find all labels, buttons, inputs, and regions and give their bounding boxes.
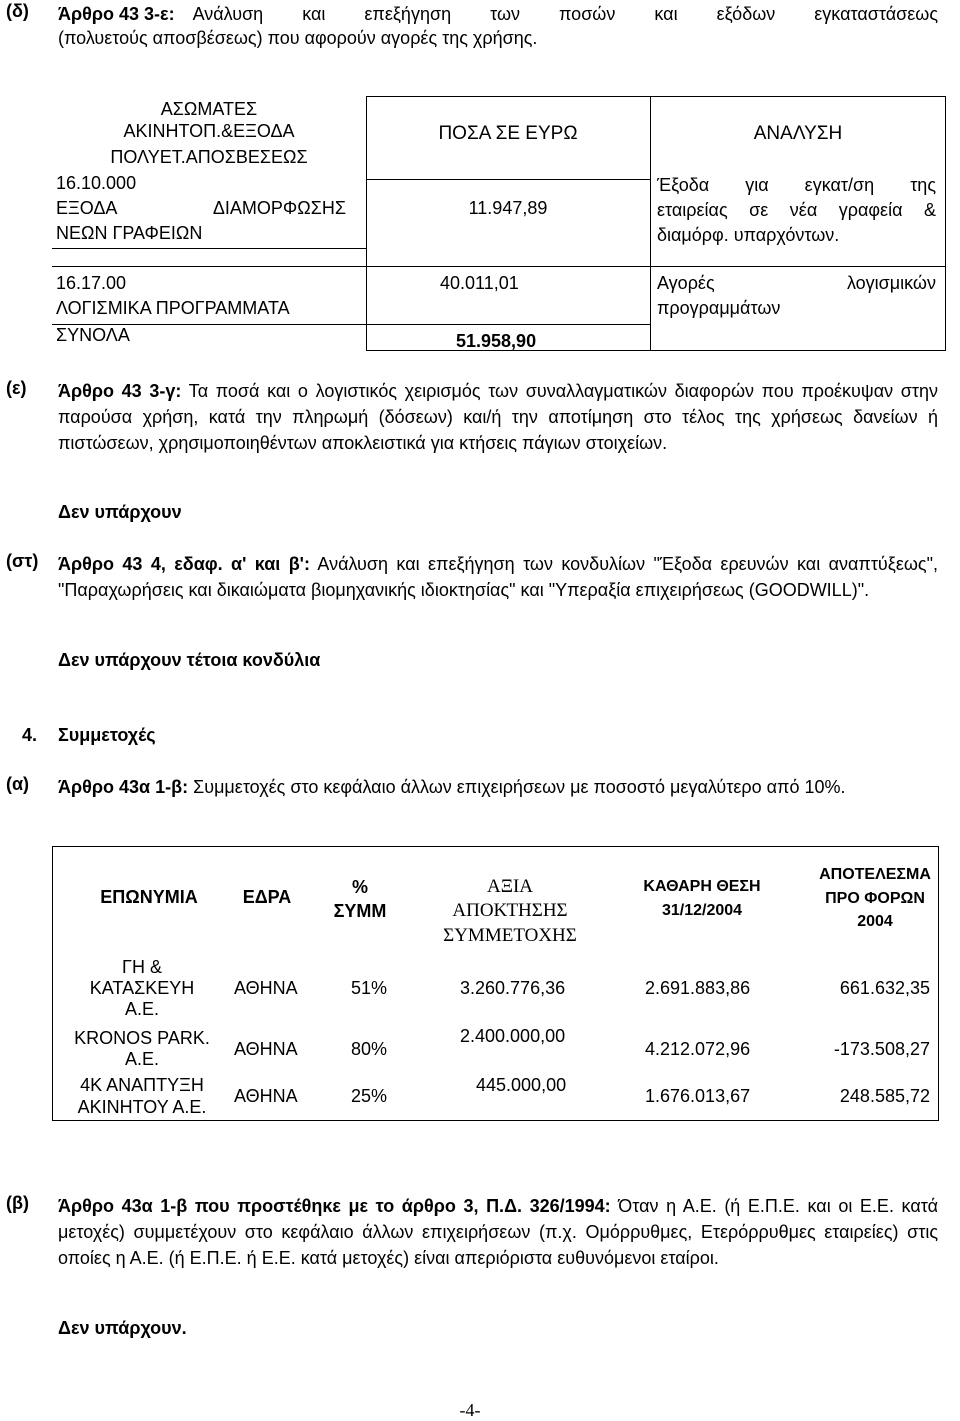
table-border bbox=[945, 96, 946, 350]
section-d-label: (δ) bbox=[6, 1, 29, 21]
amount-header: ΠΟΣΑ ΣΕ ΕΥΡΩ bbox=[438, 123, 578, 144]
account-name: ΝΕΩΝ ΓΡΑΦΕΙΩΝ bbox=[56, 223, 203, 243]
assets-header-line: ΠΟΛΥΕΤ.ΑΠΟΣΒΕΣΕΩΣ bbox=[110, 147, 308, 167]
analysis-text bbox=[657, 272, 936, 294]
header-pct: ΣΥΜΜ bbox=[333, 901, 387, 921]
account-name: ΛΟΓΙΣΜΙΚΑ ΠΡΟΓΡΑΜΜΑΤΑ bbox=[56, 298, 290, 318]
table-border bbox=[650, 96, 651, 350]
company-net: 1.676.013,67 bbox=[645, 1086, 751, 1106]
company-seat: ΑΘΗΝΑ bbox=[234, 1039, 298, 1059]
section-st-title: Άρθρο 43 4, εδαφ. α' και β': bbox=[58, 554, 310, 574]
section-st-none: Δεν υπάρχουν τέτοια κονδύλια bbox=[58, 650, 321, 670]
amount-value: 11.947,89 bbox=[468, 198, 548, 218]
total-amount: 51.958,90 bbox=[456, 331, 537, 351]
company-name: Α.Ε. bbox=[124, 999, 159, 1019]
header-name: ΕΠΩΝΥΜΙΑ bbox=[100, 887, 198, 907]
account-name-part: ΕΞΟΔΑ bbox=[56, 198, 118, 218]
company-net: 2.691.883,86 bbox=[645, 978, 751, 998]
account-name-part: ΔΙΑΜΟΡΦΩΣΗΣ bbox=[212, 198, 346, 218]
analysis-text: εταιρείας σε νέα γραφεία & bbox=[657, 200, 936, 220]
section-b-paragraph bbox=[58, 1193, 938, 1271]
section-d-line2: (πολυετούς αποσβέσεως) που αφορούν αγορές της χρήσης. bbox=[58, 28, 538, 48]
section-b-text: Όταν η Α.Ε. (ή Ε.Π.Ε. και οι Ε.Ε. κατά μετοχές) συμμετέχουν στο κεφάλαιο άλλων επιχειρήσεων (π.χ. Ομόρρυθμες, Ετερόρρυθμες εταιρείες) στις οποίες η Α.Ε. (ή Ε.Π.Ε. ή Ε.Ε. κατά μετοχές) είναι απεριόριστα ευθυνόμενοι εταίροι. bbox=[58, 1196, 938, 1268]
header-result: 2004 bbox=[857, 913, 893, 930]
table-border bbox=[52, 846, 939, 847]
company-pct: 80% bbox=[351, 1039, 388, 1059]
section-b-title: Άρθρο 43α 1-β που προστέθηκε με το άρθρο 3, Π.Δ. 326/1994: bbox=[58, 1196, 611, 1216]
header-pct: % bbox=[351, 877, 368, 897]
section-e-text: Τα ποσά και ο λογιστικός χειρισμός των συναλλαγματικών διαφορών που προέκυψαν στην παρούσα χρήση, κατά την πληρωμή (δόσεων) και/ή την αποτίμηση στο τέλος της χρήσεως δανείων ή πιστώσεων, χρησιμοποιηθέντων αποκλειστικά για κτήσεις πάγιων στοιχείων. bbox=[58, 381, 938, 453]
analysis-text-part: Αγορές bbox=[657, 273, 715, 293]
account-code: 16.17.00 bbox=[56, 273, 127, 293]
section-st-paragraph bbox=[58, 551, 938, 603]
section-e-title: Άρθρο 43 3-γ: bbox=[58, 381, 182, 401]
section-e-label: (ε) bbox=[6, 378, 27, 398]
table-border bbox=[52, 846, 53, 1120]
header-seat: ΕΔΡΑ bbox=[242, 887, 292, 907]
section-a-paragraph bbox=[58, 774, 938, 800]
account-name bbox=[56, 197, 346, 219]
analysis-text: Έξοδα για εγκατ/ση της bbox=[657, 175, 936, 195]
company-pct: 51% bbox=[351, 978, 388, 998]
page-number: -4- bbox=[459, 1400, 481, 1420]
section-d-line1 bbox=[58, 1, 938, 27]
company-name: ΚΑΤΑΣΚΕΥΗ bbox=[89, 978, 195, 998]
section-d-text: Ανάλυση και επεξήγηση των ποσών και εξόδων εγκαταστάσεως bbox=[192, 4, 938, 24]
assets-header-line: ΑΚΙΝΗΤΟΠ.&ΕΞΟΔΑ bbox=[123, 121, 295, 141]
company-name: Α.Ε. bbox=[124, 1049, 159, 1069]
total-label: ΣΥΝΟΛΑ bbox=[56, 325, 130, 345]
company-result: 661.632,35 bbox=[839, 978, 930, 998]
section-d-title: Άρθρο 43 3-ε: bbox=[58, 4, 175, 24]
company-cost: 445.000,00 bbox=[476, 1075, 567, 1095]
section-a-title: Άρθρο 43α 1-β: bbox=[58, 777, 189, 797]
table-border bbox=[366, 96, 946, 97]
analysis-header: ΑΝΑΛΥΣΗ bbox=[753, 123, 843, 144]
header-net: 31/12/2004 bbox=[661, 902, 743, 919]
account-code: 16.10.000 bbox=[56, 173, 137, 193]
company-result: -173.508,27 bbox=[833, 1039, 930, 1059]
section-st-label: (στ) bbox=[6, 551, 39, 571]
table-border bbox=[52, 248, 366, 249]
company-seat: ΑΘΗΝΑ bbox=[234, 978, 298, 998]
header-net: ΚΑΘΑΡΗ ΘΕΣΗ bbox=[643, 878, 761, 895]
company-cost: 3.260.776,36 bbox=[460, 978, 566, 998]
company-name: ΑΚΙΝΗΤΟΥ Α.Ε. bbox=[77, 1097, 207, 1117]
section-b-none: Δεν υπάρχουν. bbox=[58, 1318, 187, 1338]
section-st-text: Ανάλυση και επεξήγηση των κονδυλίων "Έξοδα ερευνών και αναπτύξεως", "Παραχωρήσεις και δικαιώματα βιομηχανικής ιδιοκτησίας" και "Υπεραξία επιχειρήσεως (GOODWILL)". bbox=[58, 554, 938, 600]
assets-header-line: ΑΣΩΜΑΤΕΣ bbox=[160, 99, 258, 119]
section-b-label: (β) bbox=[6, 1193, 29, 1213]
analysis-text: διαμόρφ. υπαρχόντων. bbox=[657, 225, 840, 245]
table-border bbox=[366, 350, 946, 351]
table-border bbox=[366, 179, 650, 180]
table-border bbox=[366, 96, 367, 350]
company-seat: ΑΘΗΝΑ bbox=[234, 1086, 298, 1106]
analysis-text: προγραμμάτων bbox=[657, 298, 781, 318]
company-name: KRONOS PARK. bbox=[74, 1028, 210, 1048]
company-name: 4Κ ΑΝΑΠΤΥΞΗ bbox=[80, 1075, 204, 1095]
section-a-text: Συμμετοχές στο κεφάλαιο άλλων επιχειρήσεων με ποσοστό μεγαλύτερο από 10%. bbox=[193, 777, 846, 797]
header-cost: ΣΥΜΜΕΤΟΧΗΣ bbox=[443, 925, 577, 946]
company-pct: 25% bbox=[351, 1086, 388, 1106]
table-border bbox=[52, 1120, 939, 1121]
amount-value: 40.011,01 bbox=[440, 273, 519, 293]
section-4-title: Συμμετοχές bbox=[58, 725, 156, 745]
table-border bbox=[366, 324, 650, 325]
company-net: 4.212.072,96 bbox=[645, 1039, 751, 1059]
header-result: ΠΡΟ ΦΟΡΩΝ bbox=[825, 890, 925, 907]
header-cost: ΑΞΙΑ bbox=[487, 876, 533, 897]
section-a-label: (α) bbox=[6, 774, 30, 794]
section-e-paragraph bbox=[58, 378, 938, 456]
company-result: 248.585,72 bbox=[839, 1086, 930, 1106]
company-cost: 2.400.000,00 bbox=[460, 1026, 566, 1046]
header-cost: ΑΠΟΚΤΗΣΗΣ bbox=[452, 900, 568, 921]
section-e-none: Δεν υπάρχουν bbox=[58, 502, 182, 522]
section-4-number: 4. bbox=[22, 725, 38, 745]
table-border bbox=[52, 266, 946, 267]
company-name: ΓΗ & bbox=[122, 957, 162, 977]
analysis-text-part: λογισμικών bbox=[846, 273, 936, 293]
header-result: ΑΠΟΤΕΛΕΣΜΑ bbox=[819, 866, 931, 883]
